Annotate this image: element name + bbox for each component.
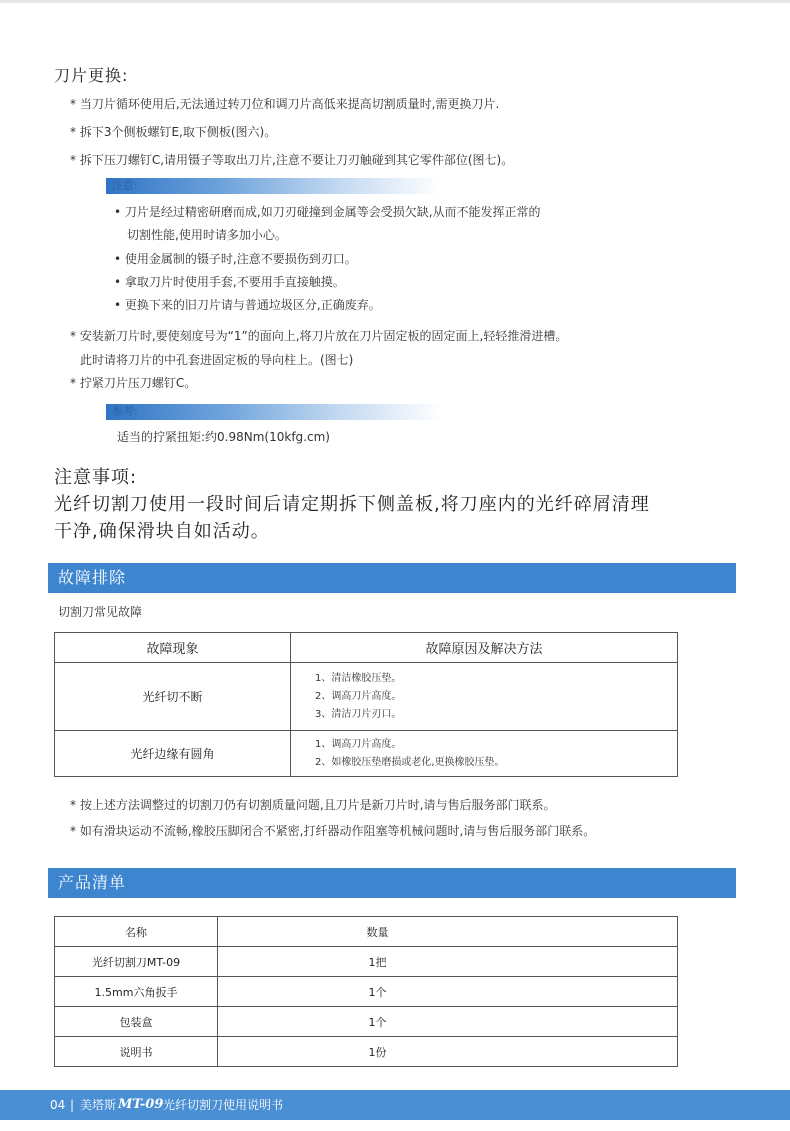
product-list-band: 产品清单 [48,868,736,898]
table-header-row [55,917,678,947]
solution-line: 2、调高刀片高度。 [315,690,402,702]
step-line: * 安装新刀片时,要使刻度号为“1”的面向上,将刀片放在刀片固定板的固定面上,轻轻推滑进槽。 [70,329,568,343]
product-name-cell: 包装盒 [55,1007,218,1037]
qty-text: 1把 [368,955,387,969]
qty-text: 1份 [368,1045,387,1059]
attention-line: 干净,确保滑块自如活动。 [54,521,270,542]
table-row [55,1037,678,1067]
header-cell: 故障现象 [55,633,291,663]
table-row [55,731,678,777]
table-row [55,977,678,1007]
note-line: • 刀片是经过精密研磨而成,如刀刃碰撞到金属等会受损欠缺,从而不能发挥正常的 [114,205,541,219]
note-line: • 使用金属制的镊子时,注意不要损伤到刃口。 [114,252,357,266]
troubleshooting-caption: 切割刀常见故障 [58,605,143,619]
product-table [54,916,678,1067]
troubleshooting-note: * 如有滑块运动不流畅,橡胶压脚闭合不紧密,打纤器动作阻塞等机械问题时,请与售后服务部门联系。 [70,824,596,838]
symptom-cell: 光纤边缘有圆角 [55,731,291,777]
header-cell: 故障原因及解决方法 [291,633,678,663]
footer-separator: | [70,1098,75,1112]
header-cell [218,917,678,947]
header-text: 数量 [366,925,389,939]
note-label: 注意: [106,178,442,194]
solution-cell [291,663,678,731]
attention-line: 光纤切割刀使用一段时间后请定期拆下侧盖板,将刀座内的光纤碎屑清理 [54,494,650,515]
solution-line: 3、清洁刀片刃口。 [315,708,402,720]
symptom-cell: 光纤切不断 [55,663,291,731]
reference-text: 适当的拧紧扭矩:约0.98Nm(10kfg.cm) [117,430,330,444]
solution-line: 1、清洁橡胶压垫。 [315,672,402,684]
top-rule [0,0,790,3]
product-qty-cell [218,1007,678,1037]
table-row [55,663,678,731]
footer-doc-title: 光纤切割刀使用说明书 [163,1098,284,1112]
page-footer [0,1090,790,1120]
attention-heading: 注意事项: [54,467,138,488]
note-line: 切割性能,使用时请多加小心。 [127,228,287,242]
footer-model: MT-09 [118,1097,164,1112]
product-qty-cell [218,977,678,1007]
blade-replace-heading: 刀片更换: [54,66,129,85]
step-line: * 拆下3个侧板螺钉E,取下侧板(图六)。 [70,125,277,139]
step-line: * 当刀片循环使用后,无法通过转刀位和调刀片高低来提高切割质量时,需更换刀片. [70,97,500,111]
product-qty-cell [218,947,678,977]
note-line: • 更换下来的旧刀片请与普通垃圾区分,正确废弃。 [114,298,381,312]
product-qty-cell [218,1037,678,1067]
header-cell: 名称 [55,917,218,947]
reference-label: 参考: [106,404,442,420]
table-header-row [55,633,678,663]
product-name-cell: 说明书 [55,1037,218,1067]
step-line: * 拧紧刀片压刀螺钉C。 [70,376,197,390]
step-line: 此时请将刀片的中孔套进固定板的导向柱上。(图七) [80,353,354,367]
note-line: • 拿取刀片时使用手套,不要用手直接触摸。 [114,275,345,289]
solution-cell [291,731,678,777]
fault-table [54,632,678,777]
table-row [55,947,678,977]
product-name-cell: 光纤切割刀MT-09 [55,947,218,977]
qty-text: 1个 [368,985,387,999]
page-number: 04 [50,1098,66,1112]
solution-line: 1、调高刀片高度。 [315,738,402,750]
qty-text: 1个 [368,1015,387,1029]
troubleshooting-band: 故障排除 [48,563,736,593]
troubleshooting-note: * 按上述方法调整过的切割刀仍有切割质量问题,且刀片是新刀片时,请与售后服务部门联系。 [70,798,556,812]
footer-brand: 美塔斯 [80,1098,117,1112]
solution-line: 2、如橡胶压垫磨损或老化,更换橡胶压垫。 [315,756,505,768]
table-row [55,1007,678,1037]
product-name-cell: 1.5mm六角扳手 [55,977,218,1007]
step-line: * 拆下压刀螺钉C,请用镊子等取出刀片,注意不要让刀刃触碰到其它零件部位(图七)。 [70,153,514,167]
